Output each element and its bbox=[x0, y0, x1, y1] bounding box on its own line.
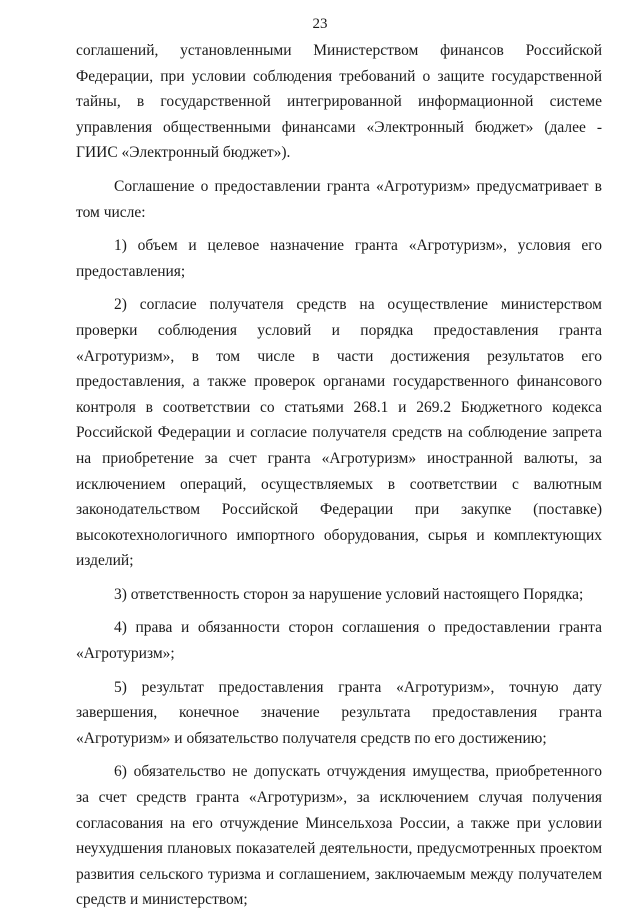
paragraph-gap bbox=[76, 607, 602, 615]
list-item-5: 5) результат предоставления гранта «Агротуризм», точную дату завершения, конечное значение результата предоставления гранта «Агротуризм» и обязательство получателя средств по его достижению; bbox=[76, 678, 602, 747]
list-item-2: 2) согласие получателя средств на осуществление министерством проверки соблюдения условий и порядка предоставления гранта «Агротуризм», в том числе в части достижения результатов его предоставления, а также проверок органами государственного финансового контроля в соответствии со статьями 268.1 и 269.2 Бюджетного кодекса Российской Федерации и согласие получателя средств на соблюдение запрета на приобретение за счет гранта «Агротуризм» иностранной валюты, за исключением операций, осуществляемых в соответствии с валютным законодательством Российской Федерации при закупке (поставке) высокотехнологичного импортного оборудования, сырья и комплектующих изделий; bbox=[76, 296, 602, 570]
paragraph-agreement-intro: Соглашение о предоставлении гранта «Агротуризм» предусматривает в том числе: bbox=[76, 177, 602, 221]
paragraph-gap bbox=[76, 284, 602, 292]
page-number: 23 bbox=[312, 16, 328, 32]
list-item-1: 1) объем и целевое назначение гранта «Агротуризм», условия его предоставления; bbox=[76, 237, 602, 280]
paragraph-gap bbox=[76, 574, 602, 582]
paragraph-gap bbox=[76, 667, 602, 675]
list-item-3: 3) ответственность сторон за нарушение условий настоящего Порядка; bbox=[114, 585, 584, 603]
list-item-6: 6) обязательство не допускать отчуждения имущества, приобретенного за счет средств гранта «Агротуризм», за исключением случая получения согласования на его отчуждение Минсельхоза России, а также при условии неухудшения плановых показателей деятельности, предусмотренных проектом развития сельского туризма и соглашением, заключаемым между получателем средств и министерством; bbox=[76, 763, 602, 909]
document-body bbox=[76, 38, 602, 913]
paragraph-gap bbox=[76, 166, 602, 174]
paragraph-gap bbox=[76, 751, 602, 759]
list-item-4: 4) права и обязанности сторон соглашения о предоставлении гранта «Агротуризм»; bbox=[76, 619, 602, 663]
paragraph-continuation: соглашений, установленными Министерством финансов Российской Федерации, при условии соблюдения требований о защите государственной тайны, в государственной интегрированной информационной системе управления общественными финансами «Электронный бюджет» (далее - ГИИС «Электронный бюджет»). bbox=[76, 42, 602, 162]
paragraph-gap bbox=[76, 225, 602, 233]
